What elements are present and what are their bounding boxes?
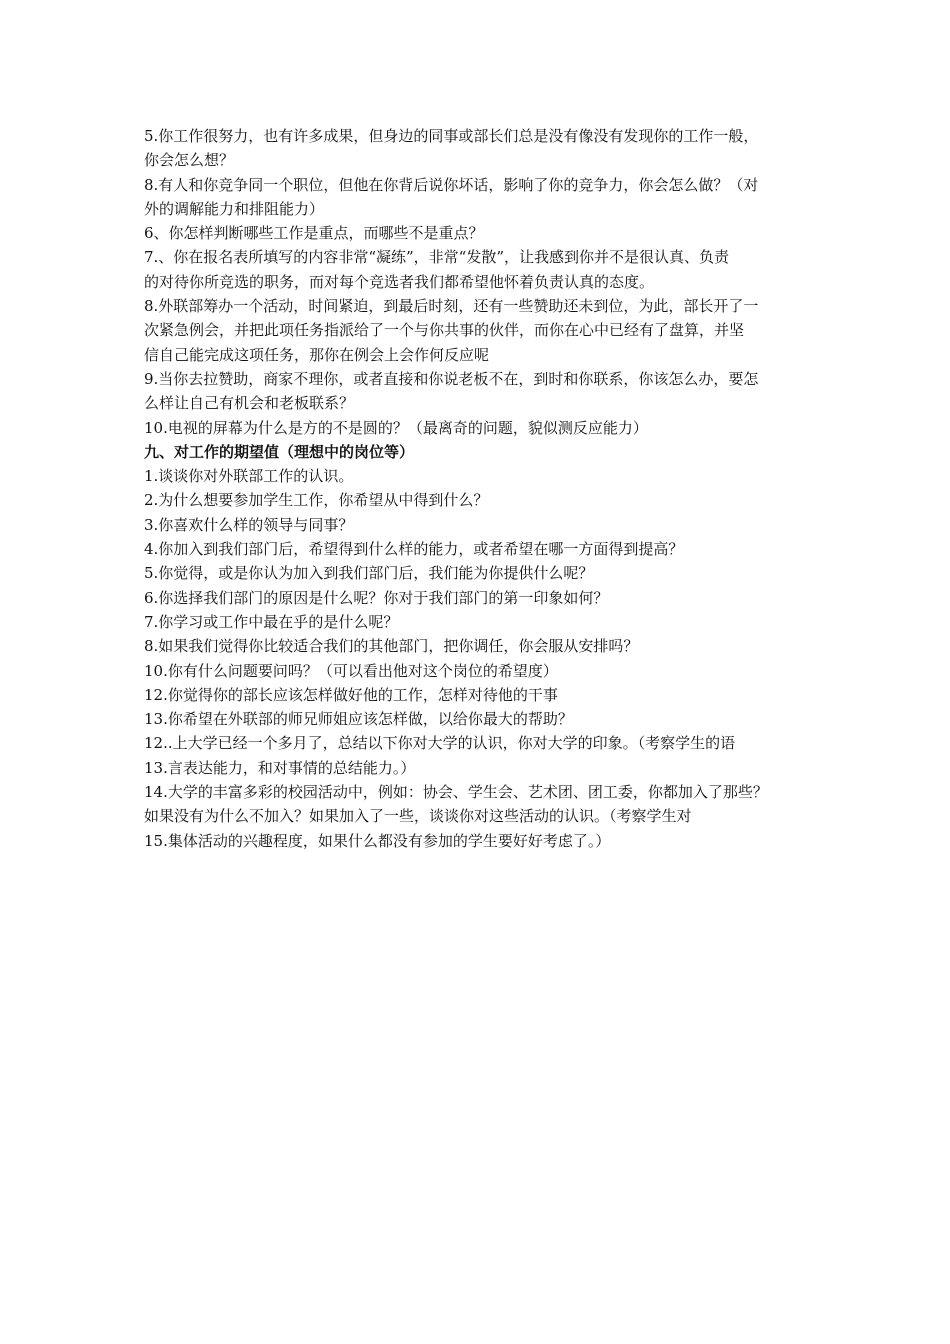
text-line: 你会怎么想？ [144,151,235,170]
text-line: 5.你觉得，或是你认为加入到我们部门后，我们能为你提供什么呢？ [144,564,594,583]
text-line: 7.你学习或工作中最在乎的是什么呢？ [144,612,399,631]
text-line: 12.你觉得你的部长应该怎样做好他的工作，怎样对待他的干事 [144,685,558,704]
text-line: 信自己能完成这项任务，那你在例会上会作何反应呢 [144,345,490,364]
text-line: 外的调解能力和排阻能力） [144,199,325,218]
text-line: 8.如果我们觉得你比较适合我们的其他部门，把你调任，你会服从安排吗？ [144,637,639,656]
text-line: 6.你选择我们部门的原因是什么呢？你对于我们部门的第一印象如何？ [144,588,609,607]
text-line: 6、你怎样判断哪些工作是重点，而哪些不是重点？ [144,224,484,243]
text-line: 4.你加入到我们部门后，希望得到什么样的能力，或者希望在哪一方面得到提高？ [144,540,684,559]
text-line: 次紧急例会，并把此项任务指派给了一个与你共事的伙伴，而你在心中已经有了盘算，并坚 [144,321,745,340]
document-body [144,124,812,853]
text-line: 么样让自己有机会和老板联系？ [144,394,355,413]
text-line: 13.你希望在外联部的师兄师姐应该怎样做，以给你最大的帮助？ [144,710,573,729]
text-line: 2.为什么想要参加学生工作，你希望从中得到什么？ [144,491,489,510]
text-line: 如果没有为什么不加入？如果加入了一些，谈谈你对这些活动的认识。（考察学生对 [144,807,692,826]
text-line: 3.你喜欢什么样的领导与同事？ [144,515,354,534]
text-line: 1.谈谈你对外联部工作的认识。 [144,467,354,486]
text-line: 9.当你去拉赞助，商家不理你，或者直接和你说老板不在，到时和你联系，你该怎么办，要怎 [144,369,759,388]
section-heading: 九、对工作的期望值（理想中的岗位等） [144,442,415,461]
text-line: 14.大学的丰富多彩的校园活动中，例如：协会、学生会、艺术团、团工委，你都加入了那些？ [144,783,768,802]
text-line: 12..上大学已经一个多月了，总结以下你对大学的认识，你对大学的印象。（考察学生的语 [144,734,736,753]
text-line: 8.外联部筹办一个活动，时间紧迫，到最后时刻，还有一些赞助还未到位，为此，部长开了一 [144,297,759,316]
text-line: 13.言表达能力，和对事情的总结能力。） [144,758,416,777]
text-line: 10.电视的屏幕为什么是方的不是圆的？（最离奇的问题，貌似测反应能力） [144,418,648,437]
text-line: 8.有人和你竞争同一个职位，但他在你背后说你坏话，影响了你的竞争力，你会怎么做？（对 [144,175,759,194]
text-line: 7.、你在报名表所填写的内容非常“凝练”，非常“发散”，让我感到你并不是很认真、负责 [144,248,729,267]
text-line: 的对待你所竞选的职务，而对每个竞选者我们都希望他怀着负责认真的态度。 [144,272,655,291]
text-line: 10.你有什么问题要问吗？（可以看出他对这个岗位的希望度） [144,661,558,680]
text-line: 5.你工作很努力，也有许多成果，但身边的同事或部长们总是没有像没有发现你的工作一般， [144,127,759,145]
text-line: 15.集体活动的兴趣程度，如果什么都没有参加的学生要好好考虑了。） [144,831,611,850]
